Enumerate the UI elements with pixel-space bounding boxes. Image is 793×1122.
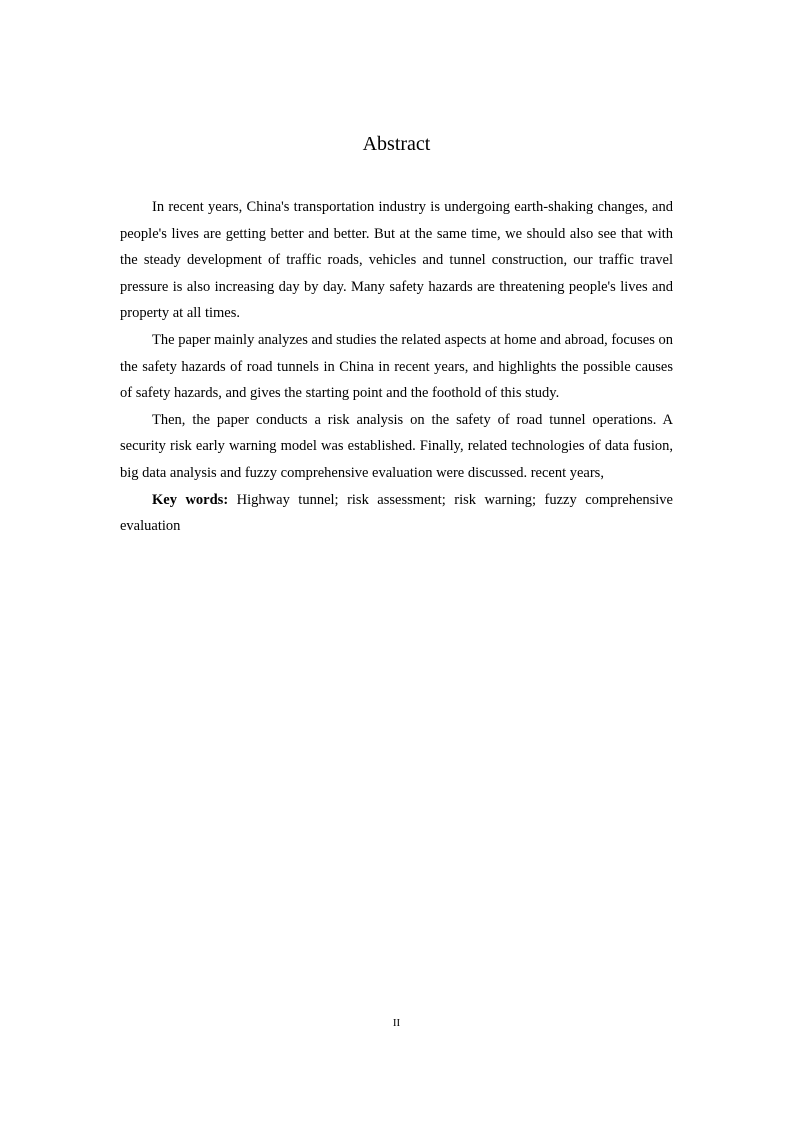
abstract-paragraph-2: The paper mainly analyzes and studies the related aspects at home and abroad, focuses on the safety hazards of road tunnels in China in recent years, and highlights the possible causes of safety hazards, and gives the starting point and the foothold of this study.: [120, 331, 673, 402]
abstract-title: Abstract: [362, 133, 431, 155]
keywords-line: [120, 487, 673, 540]
page-number: II: [392, 1017, 401, 1029]
keywords-text: Highway tunnel; risk assessment; risk warning; fuzzy comprehensive evaluation: [120, 491, 673, 535]
keywords-label: Key words:: [152, 491, 229, 508]
abstract-paragraph-1: In recent years, China's transportation industry is undergoing earth-shaking changes, and people's lives are getting better and better. But at the same time, we should also see that with the steady development of traffic roads, vehicles and tunnel construction, our traffic travel pressure is also increasing day by day. Many safety hazards are threatening people's lives and property at all times.: [120, 199, 673, 322]
abstract-paragraph-3: Then, the paper conducts a risk analysis on the safety of road tunnel operations. A security risk early warning model was established. Finally, related technologies of data fusion, big data analysis and fuzzy comprehensive evaluation were discussed. recent years,: [120, 411, 673, 481]
abstract-body: [120, 194, 673, 540]
